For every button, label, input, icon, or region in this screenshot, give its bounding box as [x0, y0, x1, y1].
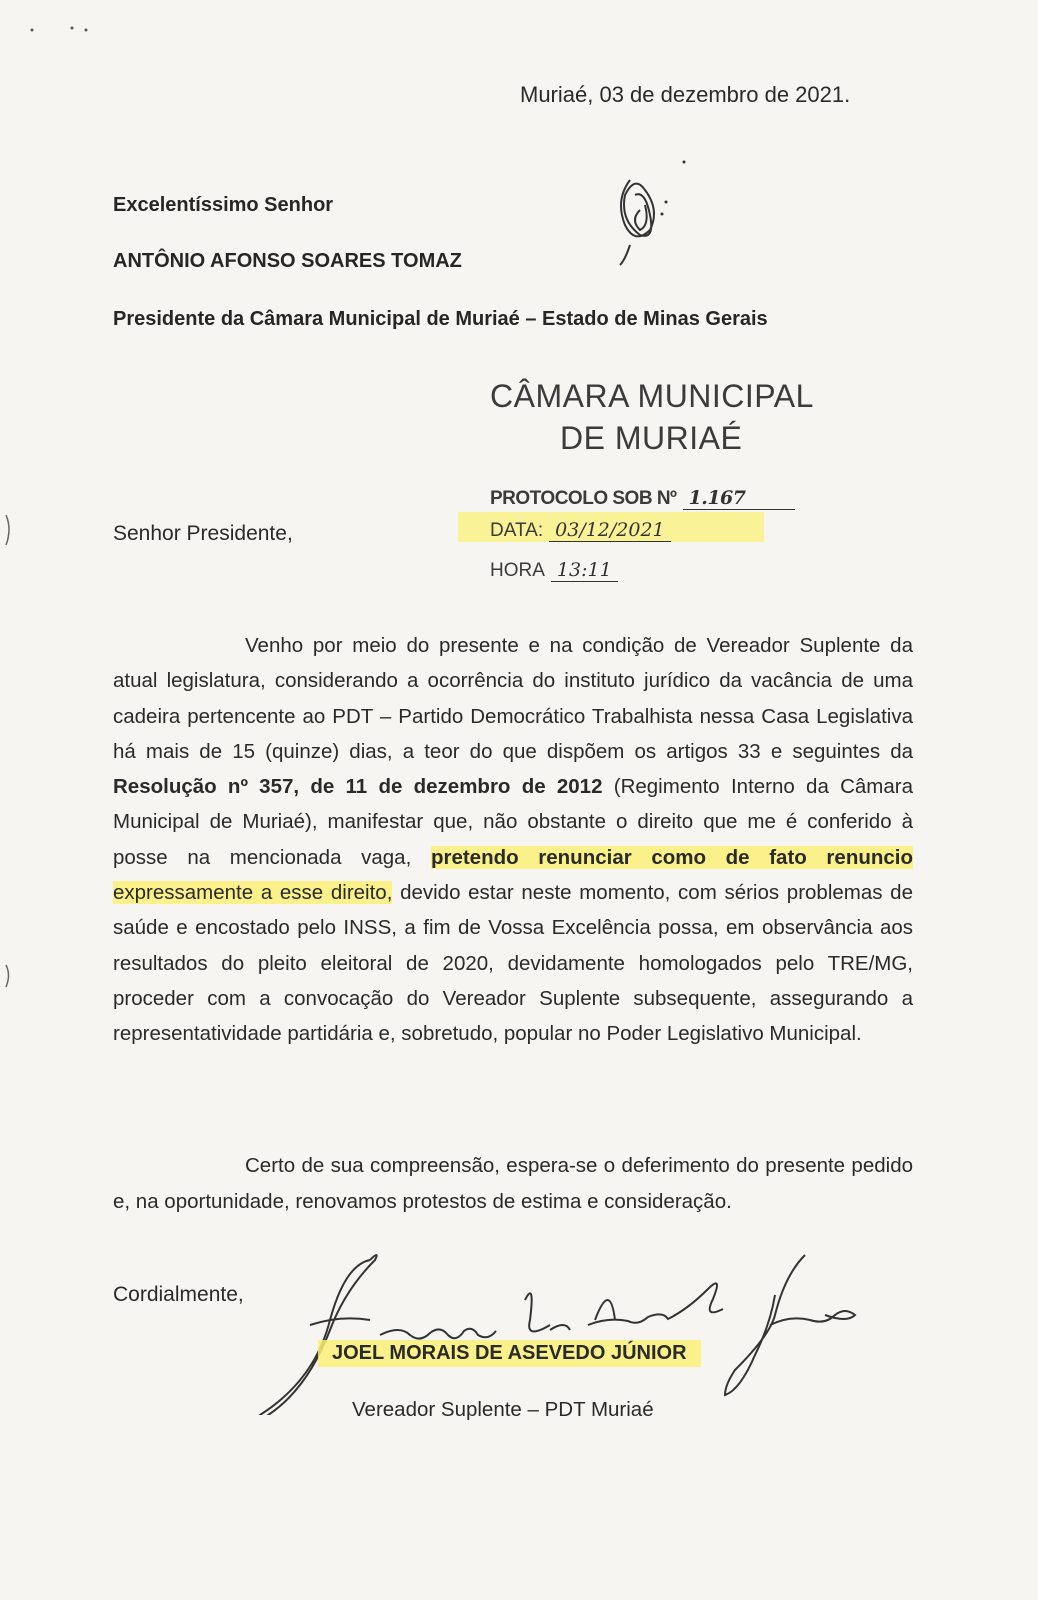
recipient-title: Presidente da Câmara Municipal de Muriaé – Estado de Minas Gerais: [113, 308, 768, 330]
letter-body: [113, 628, 913, 1052]
signer-role: Vereador Suplente – PDT Muriaé: [352, 1398, 654, 1421]
stamp-date-value: 03/12/2021: [549, 520, 671, 542]
stamp-title-line1: CÂMARA MUNICIPAL: [490, 378, 814, 414]
salutation: Senhor Presidente,: [113, 522, 293, 545]
body-highlight-renounce: pretendo renunciar como de fato renuncio: [430, 845, 914, 869]
recipient-salutation: Excelentíssimo Senhor: [113, 194, 334, 216]
sign-off: Cordialmente,: [113, 1283, 244, 1306]
stamp-time-label: HORA: [490, 560, 545, 581]
body-highlight-right: expressamente a esse direito,: [113, 881, 393, 905]
body-part1: Venho por meio do presente e na condição de Vereador Suplente da atual legislatura, considerando a ocorrência do instituto jurídico da vacância de uma cadeira pertencente ao PDT – Partido Democrático Trabalhista nessa Casa Legislativa há mais de 15 (quinze) dias, a teor do que dispõem os artigos 33 e seguintes da: [113, 634, 913, 763]
letter-date: Muriaé, 03 de dezembro de 2021.: [520, 82, 851, 107]
stamp-title-line2: DE MURIAÉ: [560, 420, 743, 456]
stamp-protocol-label: PROTOCOLO SOB Nº: [490, 488, 677, 509]
rubric-signature: [600, 150, 690, 270]
stamp-date-label: DATA:: [490, 520, 544, 541]
stamp-date: [490, 520, 671, 542]
handwritten-signature: [250, 1245, 870, 1415]
stamp-protocol: [490, 488, 795, 510]
body-resolution-ref: Resolução nº 357, de 11 de dezembro de 2012: [113, 775, 603, 799]
body-part3: devido estar neste momento, com sérios problemas de saúde e encostado pelo INSS, a fim de Vossa Excelência possa, em observância aos resultados do pleito eleitoral de 2020, devidamente homologados pelo TRE/MG, proceder com a convocação do Vereador Suplente subsequente, assegurando a representatividade partidária e, sobretudo, popular no Poder Legislativo Municipal.: [113, 881, 913, 1046]
stamp-time: [490, 560, 618, 582]
recipient-name: ANTÔNIO AFONSO SOARES TOMAZ: [113, 250, 462, 272]
signer-name: JOEL MORAIS DE ASEVEDO JÚNIOR: [318, 1340, 701, 1367]
stamp-time-value: 13:11: [551, 560, 618, 582]
body-part2: (Regimento Interno da Câmara Municipal de Muriaé), manifestar que, não obstante o direito que me é conferido à posse na mencionada vaga,: [113, 775, 914, 869]
closing-paragraph: [113, 1148, 913, 1219]
stamp-protocol-number: 1.167: [683, 488, 795, 510]
closing-text: Certo de sua compreensão, espera-se o deferimento do presente pedido e, na oportunidade, renovamos protestos de estima e consideração.: [113, 1154, 913, 1213]
